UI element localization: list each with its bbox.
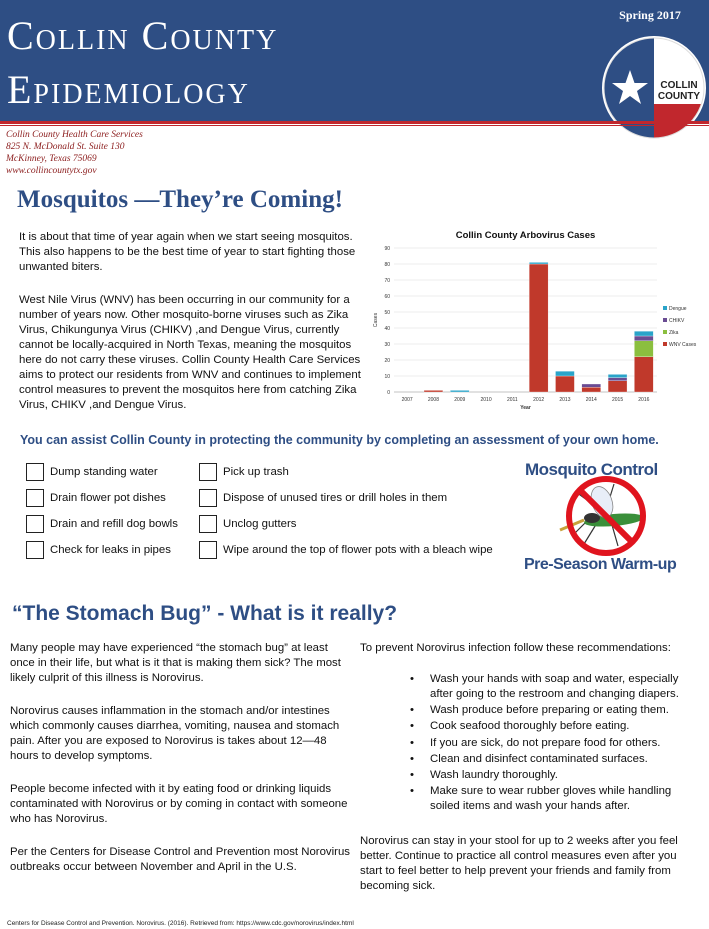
y-tick-label: 80 — [384, 262, 390, 268]
bar-dengue — [529, 262, 548, 264]
norovirus-para-3: People become infected with it by eating food or drinking liquids contaminated with Norovirus or by coming in contact with someone who has Norovirus. — [10, 783, 348, 825]
header-rule — [0, 121, 709, 124]
legend-swatch — [663, 318, 667, 322]
y-tick-label: 60 — [384, 294, 390, 300]
chart-title: Collin County Arbovirus Cases — [455, 230, 596, 241]
bar-chikv — [634, 336, 653, 341]
no-mosquito-icon — [554, 474, 658, 558]
legend-label: WNV Cases — [669, 342, 697, 348]
x-tick-label: 2010 — [480, 397, 492, 403]
recommendations-list — [410, 672, 700, 815]
y-axis-label: Cases — [373, 312, 379, 328]
checklist-label: Drain flower pot dishes — [50, 492, 166, 504]
bar-chikv — [608, 378, 627, 381]
bar-zika — [634, 341, 653, 357]
checklist-item[interactable] — [199, 513, 493, 535]
bar-wnv-cases — [424, 390, 443, 392]
logo-text-line2: COUNTY — [657, 91, 701, 102]
x-tick-label: 2013 — [559, 397, 571, 403]
checkbox[interactable] — [199, 541, 217, 559]
y-tick-label: 40 — [384, 326, 390, 332]
list-item: • Make sure to wear rubber gloves while handling soiled items and wash your hands after. — [410, 784, 700, 814]
legend-label: CHIKV — [669, 318, 685, 324]
x-tick-label: 2009 — [454, 397, 466, 403]
bar-chikv — [582, 384, 601, 387]
y-tick-label: 30 — [384, 342, 390, 348]
bar-wnv-cases — [555, 376, 574, 392]
x-tick-label: 2011 — [506, 397, 518, 403]
checklist-label: Wipe around the top of flower pots with a bleach wipe — [223, 544, 493, 556]
x-tick-label: 2008 — [427, 397, 440, 403]
legend-label: Zika — [669, 330, 679, 336]
header-rule-thin — [0, 125, 709, 126]
newsletter-title-line2: Epidemiology — [7, 67, 250, 112]
x-tick-label: 2014 — [585, 397, 597, 403]
logo-text-line1: COLLIN — [660, 80, 698, 91]
legend-label: Dengue — [669, 306, 687, 312]
address-block — [6, 129, 143, 177]
mosquito-para-2: West Nile Virus (WNV) has been occurring in our community for a number of years now. Other mosquito-borne viruses such as Zika Virus, Chikungunya Virus (CHIKV) ,and Dengue Virus, currently cannot be locally-acquired in North Texas, meaning the mosquitos here do not carry these viruses. Collin County Health Care Services aims to protect our residents from WNV and continues to implement control measures to prevent the mosquitos here from catching Zika Virus, CHIKV ,and Dengue Virus. — [19, 294, 361, 411]
checkbox[interactable] — [199, 463, 217, 481]
checkbox[interactable] — [199, 489, 217, 507]
edition-label: Spring 2017 — [619, 8, 681, 22]
checkbox[interactable] — [199, 515, 217, 533]
bar-dengue — [608, 374, 627, 377]
list-item: • Clean and disinfect contaminated surfaces. — [410, 752, 700, 767]
assist-callout: You can assist Collin County in protecting the community by completing an assessment of your own home. — [20, 433, 659, 447]
mosquito-heading: Mosquitos —They’re Coming! — [17, 186, 343, 213]
bar-wnv-cases — [582, 387, 601, 392]
norovirus-closing: Norovirus can stay in your stool for up to 2 weeks after you feel better. Continue to practice all control measures even after you start to feel better to help prevent your friends and family from becoming sick. — [360, 835, 678, 892]
checklist-item[interactable] — [199, 461, 493, 483]
address-city: McKinney, Texas 75069 — [6, 154, 97, 164]
list-item: • Wash your hands with soap and water, especially after going to the restroom and changing diapers. — [410, 672, 700, 702]
checkbox[interactable] — [26, 541, 44, 559]
legend-swatch — [663, 306, 667, 310]
checklist-right — [199, 461, 493, 561]
checkbox[interactable] — [26, 463, 44, 481]
bar-dengue — [634, 331, 653, 336]
y-tick-label: 0 — [387, 390, 390, 396]
badge-subtitle: Pre-Season Warm-up — [524, 556, 677, 573]
legend-swatch — [663, 342, 667, 346]
list-item: • Wash produce before preparing or eating them. — [410, 703, 700, 718]
checklist-item[interactable] — [26, 513, 178, 535]
list-item: • If you are sick, do not prepare food for others. — [410, 736, 700, 751]
bar-wnv-cases — [608, 381, 627, 392]
citation: Centers for Disease Control and Prevention. Norovirus. (2016). Retrieved from: https://www.cdc.gov/norovirus/index.html — [7, 920, 354, 927]
list-item: • Wash laundry thoroughly. — [410, 768, 700, 783]
mosquito-para-1: It is about that time of year again when we start seeing mosquitos. This also happens to be the best time of year to start fighting those unwanted biters. — [19, 231, 356, 273]
checklist-label: Pick up trash — [223, 466, 289, 478]
bar-wnv-cases — [634, 357, 653, 392]
norovirus-para-1: Many people may have experienced “the stomach bug” at least once in their life, but what is it that is making them sick? The most likely culprit of this illness is Norovirus. — [10, 642, 341, 684]
badge-title: Mosquito Control — [525, 460, 658, 479]
x-tick-label: 2012 — [533, 397, 545, 403]
checklist-left — [26, 461, 178, 561]
y-tick-label: 10 — [384, 374, 390, 380]
checklist-label: Check for leaks in pipes — [50, 544, 171, 556]
norovirus-heading: “The Stomach Bug” - What is it really? — [12, 602, 398, 625]
newsletter-title-line1: Collin County — [7, 13, 279, 58]
recommendations-intro: To prevent Norovirus infection follow these recommendations: — [360, 642, 671, 654]
legend-swatch — [663, 330, 667, 334]
checklist-label: Drain and refill dog bowls — [50, 518, 178, 530]
y-tick-label: 90 — [384, 246, 390, 252]
bar-dengue — [555, 371, 574, 376]
checkbox[interactable] — [26, 515, 44, 533]
address-org: Collin County Health Care Services — [6, 130, 143, 140]
checklist-item[interactable] — [199, 539, 493, 561]
list-item: • Cook seafood thoroughly before eating. — [410, 719, 700, 734]
bar-wnv-cases — [529, 264, 548, 392]
x-tick-label: 2015 — [611, 397, 624, 403]
y-tick-label: 50 — [384, 310, 390, 316]
address-website[interactable]: www.collincountytx.gov — [6, 166, 97, 176]
norovirus-para-2: Norovirus causes inflammation in the stomach and/or intestines which commonly causes diarrhea, vomiting, nausea and stomach pain. After you are exposed to Norovirus is takes about 12—48 hours to develop symptoms. — [10, 705, 340, 762]
x-axis-label: Year — [520, 405, 531, 411]
checklist-label: Dispose of unused tires or drill holes in them — [223, 492, 448, 504]
x-tick-label: 2016 — [638, 397, 650, 403]
checklist-item[interactable] — [26, 539, 178, 561]
y-tick-label: 20 — [384, 358, 390, 364]
address-street: 825 N. McDonald St. Suite 130 — [6, 142, 125, 152]
norovirus-para-4: Per the Centers for Disease Control and Prevention most Norovirus outbreaks occur between November and April in the U.S. — [10, 846, 350, 873]
checkbox[interactable] — [26, 489, 44, 507]
x-tick-label: 2007 — [401, 397, 413, 403]
checklist-label: Unclog gutters — [223, 518, 297, 530]
arbovirus-chart — [372, 222, 704, 412]
checklist-label: Dump standing water — [50, 466, 158, 478]
bar-dengue — [450, 390, 469, 392]
y-tick-label: 70 — [384, 278, 390, 284]
checklist-item[interactable] — [26, 461, 178, 483]
checklist-item[interactable] — [26, 487, 178, 509]
mosquito-control-badge — [522, 458, 692, 578]
checklist-item[interactable] — [199, 487, 493, 509]
